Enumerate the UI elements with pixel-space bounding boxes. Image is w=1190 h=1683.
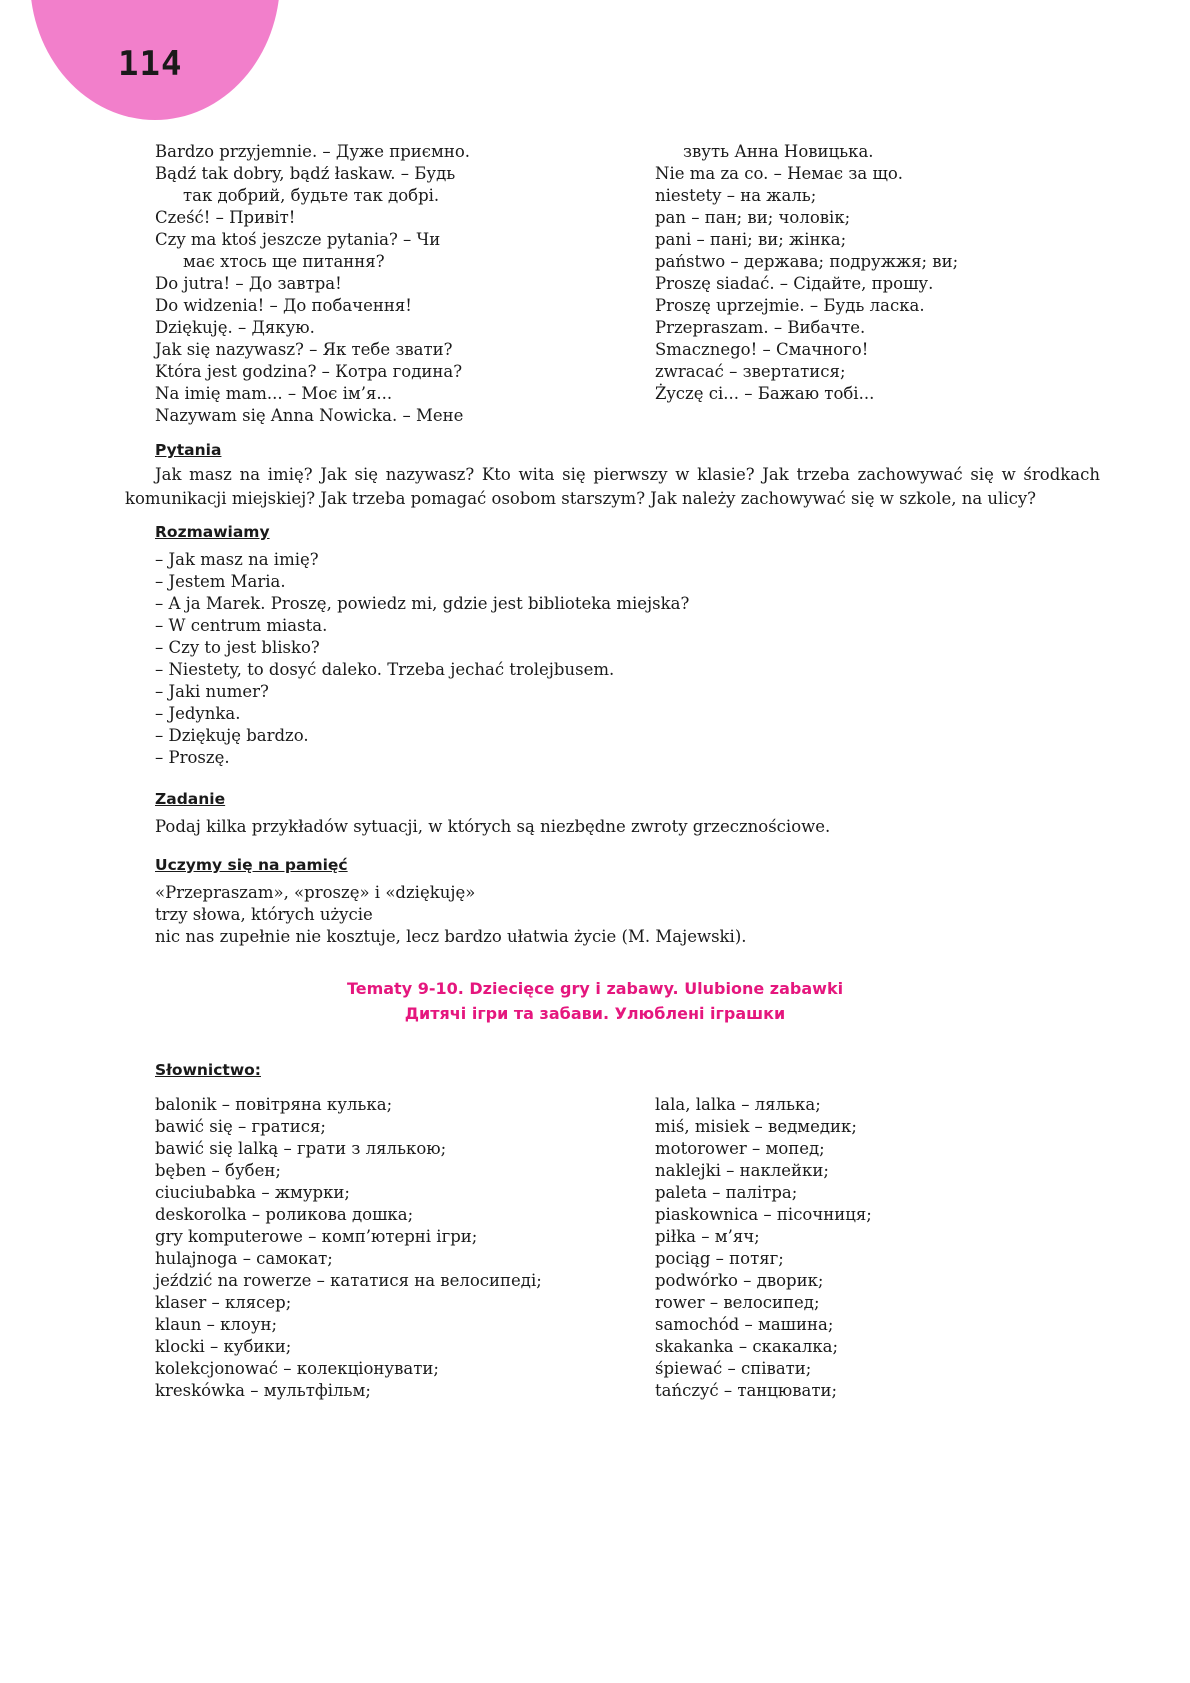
rozmawiamy-heading: Rozmawiamy <box>155 523 270 541</box>
vocabulary-entry: paleta – палітра; <box>655 1183 798 1202</box>
dialogue-line: – Proszę. <box>155 748 230 767</box>
zadanie-text: Podaj kilka przykładów sytuacji, w których są niezbędne zwroty grzecznościowe. <box>155 817 831 836</box>
phrase-line: Proszę uprzejmie. – Будь ласка. <box>655 296 925 315</box>
pytania-heading: Pytania <box>155 441 222 459</box>
vocabulary-left-column <box>155 1094 542 1402</box>
vocabulary-entry: klaun – клоун; <box>155 1315 278 1334</box>
phrase-line: Do widzenia! – До побачення! <box>155 296 412 315</box>
vocabulary-entry: bęben – бубен; <box>155 1161 281 1180</box>
phrase-line: Proszę siadać. – Сідайте, прошу. <box>655 274 934 293</box>
phrase-line: Do jutra! – До завтра! <box>155 274 342 293</box>
vocabulary-entry: podwórko – дворик; <box>655 1271 824 1290</box>
phrase-line: niestety – на жаль; <box>655 186 817 205</box>
vocabulary-entry: gry komputerowe – комп’ютерні ігри; <box>155 1227 478 1246</box>
phrase-line: pani – пані; ви; жінка; <box>655 230 847 249</box>
zadanie-heading: Zadanie <box>155 790 226 808</box>
vocabulary-entry: samochód – машина; <box>655 1315 834 1334</box>
dialogue-line: – Jestem Maria. <box>155 572 286 591</box>
pamiec-quote <box>155 882 747 948</box>
vocabulary-entry: tańczyć – танцювати; <box>655 1381 838 1400</box>
vocabulary-entry: kolekcjonować – колекціонувати; <box>155 1359 439 1378</box>
topic-title-pl: Tematy 9-10. Dziecięce gry i zabawy. Ulubione zabawki <box>346 979 844 998</box>
topic-title-ua: Дитячі ігри та забави. Улюблені іграшки <box>404 1004 786 1023</box>
dialogue-line: – W centrum miasta. <box>155 616 328 635</box>
phrase-line: Która jest godzina? – Котра година? <box>155 362 463 381</box>
vocabulary-entry: naklejki – наклейки; <box>655 1161 829 1180</box>
phrase-line: Cześć! – Привіт! <box>155 208 296 227</box>
quote-line: nic nas zupełnie nie kosztuje, lecz bardzo ułatwia życie (M. Majewski). <box>155 927 747 946</box>
phrase-line: Czy ma ktoś jeszcze pytania? – Чи <box>155 230 441 249</box>
phrase-line: państwo – держава; подружжя; ви; <box>655 252 959 271</box>
slownictwo-heading: Słownictwo: <box>155 1061 261 1079</box>
dialogue <box>155 549 689 769</box>
phrase-line: так добрий, будьте так добрі. <box>183 186 440 205</box>
vocabulary-entry: śpiewać – співати; <box>655 1359 812 1378</box>
phrases-right-column <box>655 141 958 405</box>
dialogue-line: – Jaki numer? <box>155 682 269 701</box>
vocabulary-entry: hulajnoga – самокат; <box>155 1249 333 1268</box>
vocabulary-entry: deskorolka – роликова дошка; <box>155 1205 414 1224</box>
vocabulary-entry: balonik – повітряна кулька; <box>155 1095 393 1114</box>
vocabulary-entry: bawić się – гратися; <box>155 1117 326 1136</box>
phrase-line: має хтось ще питання? <box>183 252 385 271</box>
vocabulary-entry: bawić się lalką – грати з лялькою; <box>155 1139 447 1158</box>
vocabulary-entry: lala, lalka – лялька; <box>655 1095 821 1114</box>
dialogue-line: – Jedynka. <box>155 704 241 723</box>
vocabulary-right-column <box>655 1094 872 1402</box>
vocabulary-entry: klocki – кубики; <box>155 1337 292 1356</box>
dialogue-line: – Czy to jest blisko? <box>155 638 320 657</box>
vocabulary-entry: piaskownica – пісочниця; <box>655 1205 872 1224</box>
phrase-line: Przepraszam. – Вибачте. <box>655 318 866 337</box>
dialogue-line: – Dziękuję bardzo. <box>155 726 309 745</box>
vocabulary-entry: skakanka – скакалка; <box>655 1337 839 1356</box>
quote-line: «Przepraszam», «proszę» i «dziękuję» <box>155 883 476 902</box>
vocabulary-entry: rower – велосипед; <box>655 1293 820 1312</box>
phrases-left-column <box>155 141 470 427</box>
page-number: 114 <box>118 44 183 84</box>
vocabulary-entry: jeździć na rowerze – кататися на велосипеді; <box>155 1271 542 1290</box>
phrase-line: Nazywam się Anna Nowicka. – Мене <box>155 406 464 425</box>
dialogue-line: – Jak masz na imię? <box>155 550 319 569</box>
vocabulary-entry: motorower – мопед; <box>655 1139 825 1158</box>
vocabulary-entry: miś, misiek – ведмедик; <box>655 1117 857 1136</box>
phrase-line: Nie ma za co. – Немає за що. <box>655 164 904 183</box>
vocabulary-entry: pociąg – потяг; <box>655 1249 784 1268</box>
vocabulary-entry: piłka – м’яч; <box>655 1227 760 1246</box>
phrase-line: Na imię mam... – Моє ім’я... <box>155 384 393 403</box>
dialogue-line: – A ja Marek. Proszę, powiedz mi, gdzie jest biblioteka miejska? <box>155 594 690 613</box>
pytania-text: Jak masz na imię? Jak się nazywasz? Kto wita się pierwszy w klasie? Jak trzeba zachowywać się w środkach komunikacji miejskiej? Jak trzeba pomagać osobom starszym? Jak należy zachowywać się w szkole, na ulicy? <box>125 465 1100 508</box>
vocabulary-entry: kreskówka – мультфільм; <box>155 1381 371 1400</box>
dialogue-line: – Niestety, to dosyć daleko. Trzeba jechać trolejbusem. <box>155 660 615 679</box>
vocabulary-entry: klaser – клясер; <box>155 1293 292 1312</box>
phrase-line: pan – пан; ви; чоловік; <box>655 208 851 227</box>
pamiec-heading: Uczymy się na pamięć <box>155 856 348 874</box>
phrase-line: zwracać – звертатися; <box>655 362 846 381</box>
phrase-line: Bardzo przyjemnie. – Дуже приємно. <box>155 142 471 161</box>
phrase-line: Jak się nazywasz? – Як тебе звати? <box>155 340 453 359</box>
vocabulary-entry: ciuciubabka – жмурки; <box>155 1183 350 1202</box>
phrase-line: Dziękuję. – Дякую. <box>155 318 315 337</box>
phrase-line: звуть Анна Новицька. <box>683 142 874 161</box>
quote-line: trzy słowa, których użycie <box>155 905 373 924</box>
phrase-line: Smacznego! – Смачного! <box>655 340 869 359</box>
phrase-line: Życzę ci... – Бажаю тобі... <box>655 384 875 403</box>
phrase-line: Bądź tak dobry, bądź łaskaw. – Будь <box>155 164 456 183</box>
